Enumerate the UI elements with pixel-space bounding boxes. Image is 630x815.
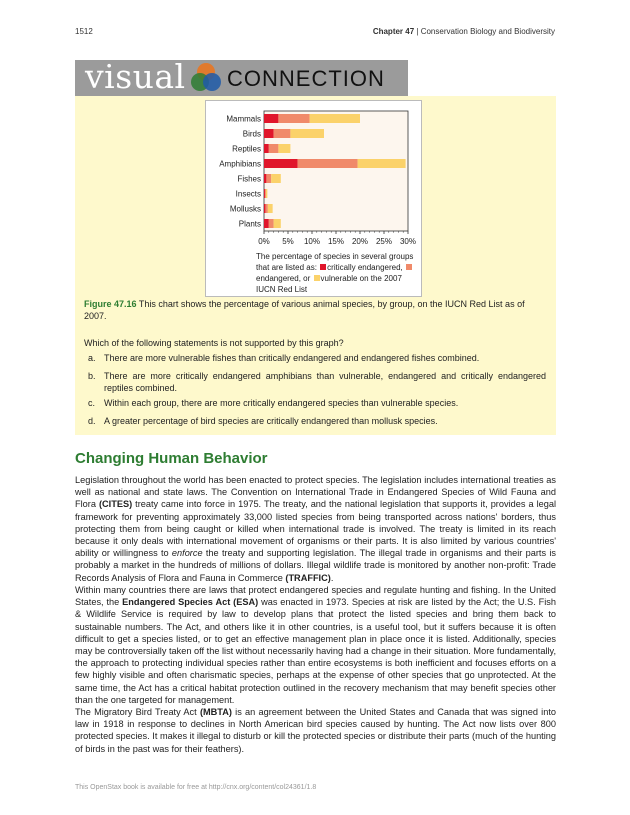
text-run: treaty came into force in 1975. The treaty, and the national legislation that supports it, provides a legal framework for preventing approximately 33,000 listed species from being transported across nations' borders, thus protecting them from being caught or killed when international trade is involved. The treaty is limited in its reach because it only deals with international movement of organisms or their parts. It is also limited by various countries' ability or willingness to (75, 499, 556, 559)
bar-amphibians-endangered (298, 159, 358, 168)
footer-note: This OpenStax book is available for free at http://cnx.org/content/col24361/1.8 (75, 784, 317, 791)
bar-plants-endangered (269, 219, 274, 228)
bar-reptiles-endangered (269, 144, 279, 153)
option-letter: d. (88, 416, 96, 426)
text-run: . (330, 572, 334, 583)
bar-amphibians-vulnerable (358, 159, 406, 168)
bar-insects-endangered (265, 189, 266, 198)
visual-connection-banner (75, 57, 408, 96)
category-label: Plants (238, 219, 261, 229)
category-label: Reptiles (232, 144, 261, 154)
bar-birds-critically (264, 129, 274, 138)
running-header (373, 27, 555, 36)
legend-vulnerable: vulnerable on the 2007 IUCN Red List (256, 274, 402, 294)
question-text: Which of the following statements is not supported by this graph? (84, 338, 344, 348)
option-a (84, 353, 546, 365)
bar-insects-vulnerable (266, 189, 267, 198)
legend-swatch-vulnerable (314, 275, 320, 281)
option-d (84, 416, 546, 428)
chart-caption (256, 251, 416, 295)
paragraph-cites (75, 474, 556, 584)
bar-mollusks-vulnerable (268, 204, 273, 213)
chart-caption-lead: The percentage of species in several groups that are listed as: (256, 252, 414, 272)
term-cites: (CITES) (98, 499, 133, 510)
category-label: Amphibians (219, 159, 261, 169)
page-number: 1512 (75, 27, 93, 36)
bar-reptiles-critically (264, 144, 269, 153)
x-tick-label: 5% (282, 237, 294, 246)
text-run: Within many countries there are laws that protect endangered species and regulate hunting and fishing. In the United States, the (75, 585, 556, 608)
option-letter: a. (88, 353, 96, 363)
bar-plants-vulnerable (274, 219, 281, 228)
text-run: Legislation throughout the world has been enacted to protect species. The legislation includes international treaties as well as national and state laws. The Convention on International Trade in Endangered Species of Wild Fauna and Flora (75, 475, 556, 510)
x-tick-label: 25% (375, 237, 393, 246)
figure-caption-text: This chart shows the percentage of various animal species, by group, on the IUCN Red List as of 2007. (84, 299, 525, 321)
section-heading: Changing Human Behavior (75, 450, 268, 467)
bar-insects-critically (264, 189, 265, 198)
category-label: Mammals (226, 114, 261, 124)
x-tick-label: 0% (258, 237, 270, 246)
figure-caption (84, 298, 546, 322)
header-separator: | (414, 27, 421, 36)
banner-visual-text: visual (85, 57, 186, 96)
bar-fishes-critically (264, 174, 266, 183)
paragraph-esa (75, 584, 556, 706)
x-tick-label: 10% (303, 237, 321, 246)
text-run: The Migratory Bird Treaty Act (75, 707, 200, 717)
legend-critically: critically endangered, (327, 263, 403, 272)
category-label: Mollusks (229, 204, 261, 214)
bar-mammals-critically (264, 114, 278, 123)
category-label: Insects (235, 189, 261, 199)
banner-connection-text: CONNECTION (227, 66, 385, 91)
emphasis-enforce: enforce (171, 548, 203, 559)
text-run: the treaty and supporting legislation. The illegal trade in organisms and their parts is probably a market in the hundreds of millions of dollars. Illegal wildlife trade is monitored by another non-profit: Trade Records Analysis of Flora and Fauna in Commerce (75, 548, 556, 583)
bar-mollusks-endangered (265, 204, 267, 213)
red-list-chart (205, 100, 422, 297)
bar-birds-vulnerable (290, 129, 324, 138)
x-tick-label: 20% (351, 237, 369, 246)
bar-fishes-endangered (266, 174, 271, 183)
option-letter: c. (88, 398, 96, 408)
bar-fishes-vulnerable (271, 174, 281, 183)
text-run: was enacted in 1973. Species at risk are listed by the Act; the U.S. Fish & Wildlife Service is required by law to develop plans that protect the listed species and bring them back to sustainable numbers. The Act, and others like it in other countries, is a useful tool, but it suffers because it is often difficult to get a species listed, or to get an effective management plan in place once it is listed. Additionally, species may be controversially taken off the list without necessarily having had a change in their situation. More fundamentally, the approach to protecting individual species rather than entire ecosystems is both inefficient and focuses efforts on a few highly visible and often charismatic species, perhaps at the expense of other species that go unprotected. At the same time, the Act has a critical habitat protection outlined in the recovery mechanism that may benefit species other than the one targeted for management. (75, 597, 556, 705)
legend-swatch-critically (320, 264, 326, 270)
option-text: There are more critically endangered amphibians than vulnerable, endangered and critically endangered reptiles combined. (104, 371, 546, 393)
category-label: Fishes (237, 174, 261, 184)
bar-mammals-endangered (278, 114, 309, 123)
term-mbta: (MBTA) (199, 707, 232, 717)
bar-plants-critically (264, 219, 269, 228)
option-b (84, 371, 546, 394)
legend-endangered: endangered, or (256, 274, 311, 283)
option-c (84, 398, 546, 410)
category-label: Birds (242, 129, 261, 139)
bar-mammals-vulnerable (310, 114, 360, 123)
option-letter: b. (88, 371, 96, 381)
term-traffic: (TRAFFIC) (285, 572, 331, 583)
x-tick-label: 30% (399, 237, 417, 246)
option-text: Within each group, there are more critically endangered species than vulnerable species. (104, 398, 459, 408)
chapter-label: Chapter 47 (372, 27, 415, 36)
legend-swatch-endangered (406, 264, 412, 270)
bar-mollusks-critically (264, 204, 265, 213)
text-run: is an agreement between the United States and Canada that was signed into law in 1918 in response to declines in North American bird species caused by hunting. The Act now lists over 800 protected species. It makes it illegal to disturb or kill the protected species or distribute their parts (much of the hunting of birds in the past was for their feathers). (75, 707, 556, 754)
paragraph-mbta (75, 706, 556, 755)
bar-amphibians-critically (264, 159, 298, 168)
bar-birds-endangered (274, 129, 291, 138)
venn-logo-icon (189, 61, 223, 95)
x-tick-label: 15% (327, 237, 345, 246)
bar-reptiles-vulnerable (278, 144, 290, 153)
figure-label: Figure 47.16 (84, 299, 137, 309)
chapter-title: Conservation Biology and Biodiversity (420, 27, 555, 36)
option-text: There are more vulnerable fishes than critically endangered and endangered fishes combined. (104, 353, 480, 363)
option-text: A greater percentage of bird species are critically endangered than mollusk species. (104, 416, 438, 426)
chart-svg (206, 101, 421, 251)
term-esa: Endangered Species Act (ESA) (122, 597, 259, 608)
